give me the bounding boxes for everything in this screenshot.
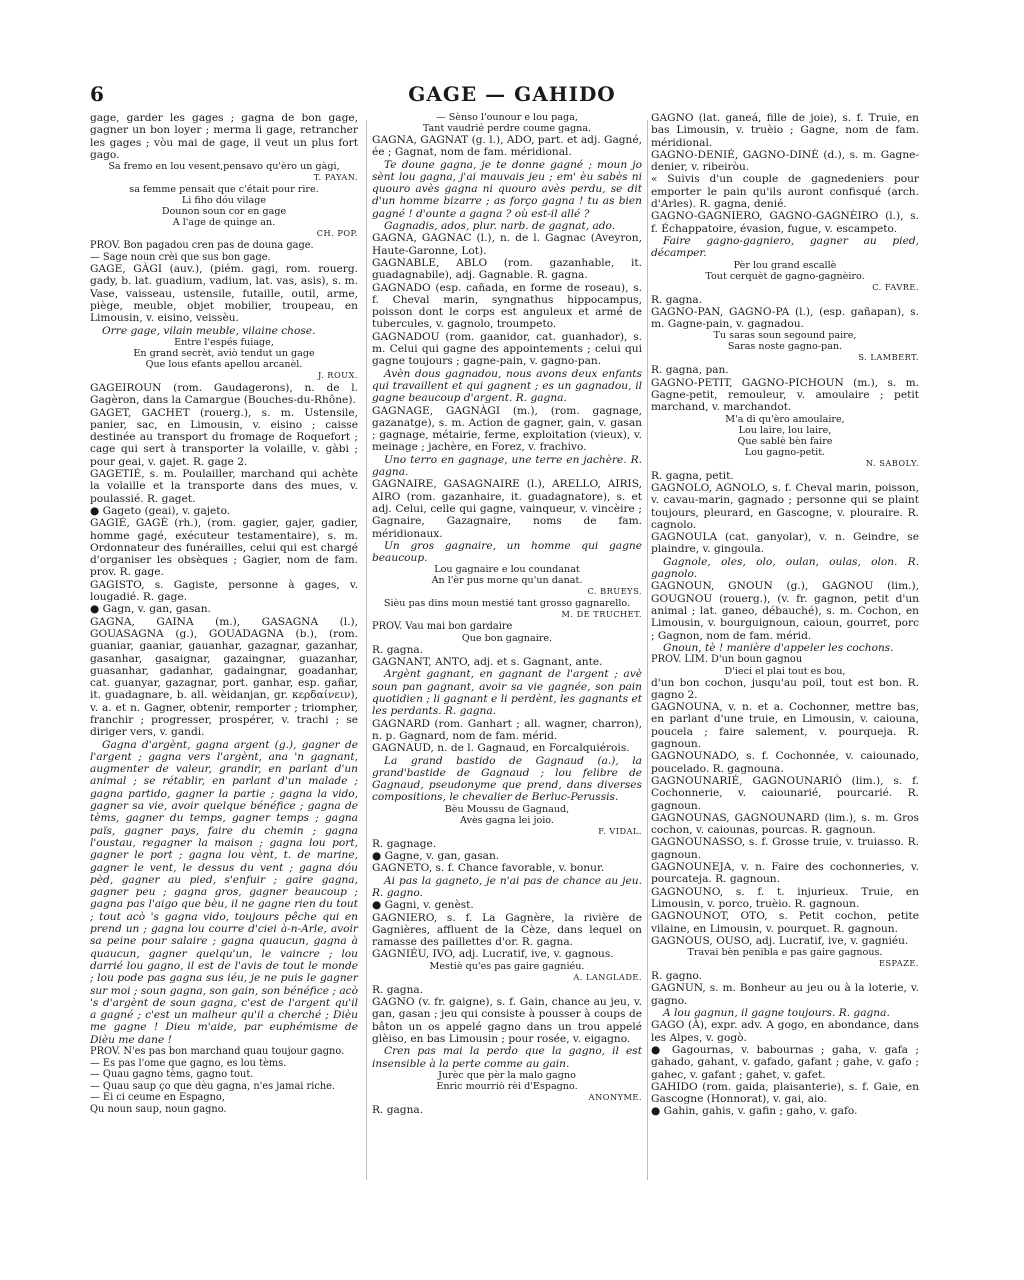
dictionary-entry: GAGNA, GAGNAT (g. l.), ADO, part. et adj. Gagné, ée ; Gagnat, nom de fam. méridional.	[372, 134, 642, 159]
dictionary-entry: GAGNO-PETIT, GAGNO-PICHOUN (m.), s. m. Gagne-petit, remouleur, v. amoulaire ; petit marchand, v. marchandot.	[651, 376, 919, 414]
proverb-line: — Quau gagno tèms, gagno tout.	[90, 1069, 254, 1080]
dictionary-entry: GAGNOUN, GNOUN (g.), GAGNOU (lim.), GOUGNOU (rouerg.), (v. fr. gagnon, petit d'un animal ; lat. ganeo, débauché), s. m. Cochon, en Limousin, v. bourguignoun, caioun, gourret, porc ; Gagnon, nom de fam. mérid.	[651, 580, 919, 642]
example-paragraph: Un gros gagnaire, un homme qui gagne beaucoup.	[372, 539, 642, 565]
dictionary-entry: GAGET, GACHET (rouerg.), s. m. Ustensile, panier, sac, en Limousin, v. eisino ; caisse destinée au transport du fromage de Roquefort ; cage qui sert à transporter la volaille, v. gàbi ; pour geai, v. gajet. R. gage 2.	[90, 406, 358, 468]
example-paragraph: Uno terro en gagnage, une terre en jachère. R. gagna.	[372, 453, 642, 479]
dictionary-entry: R. gagna.	[651, 293, 703, 306]
proverb-line: — Sage noun crèi que sus bon gage.	[90, 251, 271, 263]
dictionary-entry: ● Gagne, v. gan, gasan.	[372, 850, 500, 863]
column-middle	[372, 112, 642, 1116]
dictionary-entry: GAGNOUNADO, s. f. Cochonnée, v. caiounado, poucelado. R. gagnouna.	[651, 750, 919, 775]
example-paragraph: Te doune gagna, je te donne gagné ; moun jo sènt lou gagna, j'ai mauvais jeu ; em' èu sabès ni quouro avès gagna ni quouro avès perdu, se dit d'un homme bizarre ; as forço gagna ! tu as bien gagné ! d'ounte a gagna ? où est-il allé ?	[372, 158, 642, 220]
verse-line: Tant vaudrié perdre coume gagna.	[422, 123, 592, 134]
citation-author: T. PAYAN.	[313, 172, 358, 183]
dictionary-entry: GAGNA, GAINA (m.), GASAGNA (l.), GOUASAGNA (g.), GOUADAGNA (b.), (rom. guaniar, gaaniar, gauanhar, gazagnar, gazanhar, gasanhar, gasaignar, gazaingnar, guazanhar, guasanhar, gadanhar, gadaingnar, goadanhar, cat. guanyar, gazagnar, port. ganhar, esp. gañar, it. guadagnare, b. all. wèidanjan, gr. κερδαίνειν), v. a. et n. Gagner, obtenir, remporter ; triompher, franchir ; progresser, prospérer, v. trachi ; se diriger vers, v. gandi.	[90, 615, 358, 739]
dictionary-entry: ● Gagni, v. genèst.	[372, 899, 474, 912]
example-paragraph: Gagnadis, ados, plur. narb. de gagnat, ado.	[384, 220, 616, 233]
page-number: 6	[90, 82, 104, 106]
dictionary-entry: ● Gagournas, v. babournas ; gaha, v. gafa ; gahado, gahant, v. gafado, gafant ; gahe, v. gafo ; gahec, v. gafant ; gahet, v. gafet.	[651, 1043, 919, 1081]
example-paragraph: Gagnole, oles, olo, oulan, oulas, olon. R. gagnolo.	[651, 555, 919, 581]
dictionary-entry: ● Gageto (geai), v. gajeto.	[90, 504, 231, 517]
verse-line: Enric mourriò rèi d'Espagno.	[436, 1080, 578, 1092]
verse-line: Lou laire, lou laire,	[738, 424, 832, 436]
dictionary-entry: GAGNAUD, n. de l. Gagnaud, en Forcalquiérois.	[372, 742, 630, 755]
citation-author: J. ROUX.	[317, 369, 358, 380]
citation-author: N. SABOLY.	[865, 457, 919, 468]
dictionary-entry: R. gagna.	[372, 983, 424, 996]
verse-line: Jurèc que pèr la malo gagno	[438, 1069, 576, 1081]
example-paragraph: Gagna d'argènt, gagna argent (g.), gagner de l'argent ; gagna vers l'argènt, ana 'n gagnant, augmenter de valeur, grandir, en parlant d'un animal ; se rétablir, en parlant d'un malade ; gagna partido, gagner la partie ; gagna la vido, gagner sa vie, avoir quelque bénéfice ; gagna de tèms, gagner du temps, gagner temps ; gagna païs, gagner pays, faire du chemin ; gagna l'oustau, regagner la maison ; gagna lou port, gagner le port ; gagna lou vènt, t. de marine, gagner le vent, le dessus du vent ; gagna dóu pèd, gagner au pied, s'enfuir ; gaire gagna, gagner peu ; gagna gros, gagner beaucoup ; gagna pas l'aigo que bèu, il ne gagne rien du tout ; tout acò 's gagna vido, toujours pêche qui en prend un ; gagna lou courre d'ciei à-n-Arle, avoir sa peine pour salaire ; gagna quaucun, gagna à quaucun, gagner quelqu'un, le vaincre ; lou darrié lou gagno, il est de l'avis de tout le monde ; lou pode pas gagna sus iéu, je ne puis le gagner sur moi ; soun gagna, son gain, son bénéfice ; acò 's d'argènt de soun gagna, c'est de l'argent qu'il a gagné ; c'est un malheur qu'il a cherché ; Dièu me gagne ! Dieu m'aide, par euphémisme de Dièu me dane !	[90, 738, 358, 1046]
citation-author: ANONYME.	[588, 1091, 642, 1102]
dictionary-entry: GAGNOUNEJA, v. n. Faire des cochonneries, v. pourcateja. R. gagnoun.	[651, 861, 919, 886]
dictionary-entry: GAGNADO (esp. cañada, en forme de roseau), s. f. Cheval marin, syngnathus hippocampus, poisson dont le corps est anguleux et armé de tubercules, v. gagnolo, troumpeto.	[372, 281, 642, 331]
verse-line: M'a di qu'èro amoulaire,	[725, 413, 845, 425]
verse-line: D'ieci el plai tout es bou,	[724, 665, 846, 677]
dictionary-entry: GAGISTO, s. Gagiste, personne à gages, v. lougadié. R. gage.	[90, 578, 358, 604]
verse-line: Tu saras soun segound paire,	[713, 330, 857, 342]
citation-author: S. LAMBERT.	[858, 352, 919, 363]
proverb-line: — Quau saup ço que dèu gagna, n'es jamai riche.	[90, 1080, 336, 1092]
dictionary-entry: R. gagnage.	[372, 837, 437, 850]
dictionary-entry: GAGNABLE, ABLO (rom. gazanhable, it. guadagnabile), adj. Gagnable. R. gagna.	[372, 256, 642, 282]
dictionary-entry: R. gagna, petit.	[651, 469, 734, 482]
dictionary-entry: GAGNADOU (rom. gaanidor, cat. guanhador), s. m. Celui qui gagne des appointements ; celui qui gagne toujours ; gagne-pain, v. gagno-pan.	[372, 330, 642, 368]
dictionary-entry: GAGNETO, s. f. Chance favorable, v. bonur.	[372, 862, 605, 875]
proverb-line: PROV. N'es pas bon marchand quau toujour gagno.	[90, 1046, 345, 1057]
example-paragraph: La grand bastido de Gagnaud (a.), la grand'bastide de Gagnaud ; lou felibre de Gagnaud, pseudonyme que prend, dans diverses compositions, le chevalier de Berluc-Perussis.	[372, 754, 642, 804]
verse-line: Bèu Moussu de Gagnaud,	[444, 803, 570, 815]
dictionary-entry: GAGNOUNAS, GAGNOUNARD (lim.), s. m. Gros cochon, v. caiounas, pourcas. R. gagnoun.	[651, 811, 919, 837]
verse-line: Que bon gagnaire.	[461, 632, 553, 644]
example-paragraph: Cren pas mai la perdo que la gagno, il est insensible à la perte comme au gain.	[372, 1045, 642, 1070]
column-rule	[366, 120, 367, 1180]
verse-line: Que sablè bèn faire	[737, 435, 833, 447]
dictionary-entry: GAGNOUNASSO, s. f. Grosse truie, v. truiasso. R. gagnoun.	[651, 836, 919, 861]
dictionary-entry: GAGNO (v. fr. gaigne), s. f. Gain, chance au jeu, v. gan, gasan ; jeu qui consiste à pousser à coups de bâton un os appelé gagno dans un trou appelé glèiso, en bas Limousin ; pour rosée, v. eigagno.	[372, 996, 642, 1045]
dictionary-entry: « Suivis d'un couple de gagnedeniers pour emporter le pain qu'ils auront confisqué (arch. d'Arles). R. gagna, denié.	[651, 173, 919, 211]
example-paragraph: A lou gagnun, il gagne toujours. R. gagna.	[663, 1007, 890, 1020]
proverb-line: PROV. Bon pagadou cren pas de douna gage.	[90, 240, 314, 252]
dictionary-entry: GAGNO (lat. ganeá, fille de joie), s. f. Truie, en bas Limousin, v. truèio ; Gagne, nom de fam. méridional.	[651, 112, 919, 149]
citation-author: ESPAZE.	[878, 958, 919, 969]
example-paragraph: Argènt gagnant, en gagnant de l'argent ; avè soun pan gagnant, avoir sa vie gagnée, son pain quotidien ; li gagnant e li perdènt, les gagnants et les perdants. R. gagna.	[372, 668, 642, 718]
dictionary-entry: GAGNO-GAGNIERO, GAGNO-GAGNÈIRO (l.), s. f. Échappatoire, évasion, fugue, v. escampeto.	[651, 210, 919, 235]
dictionary-entry: GAGE, GÀGI (auv.), (piém. gagi, rom. rouerg. gady, b. lat. guadium, vadium, lat. vas, asis), s. m. Vase, vaisseau, ustensile, futaille, outil, arme, piège, meuble, objet mobilier, troupeau, en Limousin, v. eisino, veissèu.	[90, 263, 358, 325]
dictionary-entry: GAGNO-DENIÉ, GAGNO-DINÈ (d.), s. m. Gagne-denier, v. ribeiròu.	[651, 148, 919, 174]
citation-author: A. LANGLADE.	[573, 971, 642, 982]
running-head: GAGE — GAHIDO	[408, 82, 616, 106]
dictionary-entry: R. gagno.	[651, 970, 702, 983]
verse-line: Li fiho dóu vilage	[181, 195, 267, 207]
dictionary-entry: GAGNAGE, GAGNÀGI (m.), (rom. gagnage, gazanatge), s. m. Action de gagner, gain, v. gasan ; gagnage, métairie, ferme, exploitation (vieux), v. meinage ; jachère, en Forez, v. frachivo.	[372, 404, 642, 454]
verse-line: Sièu pas dins moun mestié tant grosso gagnarello.	[383, 598, 631, 610]
dictionary-entry: gage, garder les gages ; gagna de bon gage, gagner un bon loyer ; merma li gage, retrancher les gages ; vòu mai de gage, il veut un plus fort gago.	[90, 112, 358, 161]
dictionary-entry: R. gagna.	[372, 643, 424, 656]
dictionary-entry: GAGIÉ, GAGÈ (rh.), (rom. gagier, gajer, gadier, homme gagé, exécuteur testamentaire), s. m. Ordonnateur des funérailles, celui qui est chargé d'organiser les obsèques ; Gagier, nom de fam. prov. R. gage.	[90, 517, 358, 579]
verse-line: Lou gagno-petit.	[744, 446, 826, 458]
verse-line: Pèr lou grand escallè	[733, 259, 837, 271]
dictionary-entry: ● Gagn, v. gan, gasan.	[90, 603, 211, 616]
citation-author: M. DE TRUCHET.	[561, 609, 642, 620]
dictionary-entry: GAGNO-PAN, GAGNO-PA (l.), (esp. gañapan), s. m. Gagne-pain, v. gagnadou.	[651, 305, 919, 331]
verse-line: Saras noste gagno-pan.	[727, 341, 843, 353]
dictionary-entry: GAGNARD (rom. Ganhart ; all. wagner, charron), n. p. Gagnard, nom de fam. mérid.	[372, 717, 642, 742]
dictionary-entry: R. gagna, pan.	[651, 364, 729, 377]
verse-line: Mestiè qu'es pas gaire gagniéu.	[429, 960, 585, 972]
example-paragraph: Avèn dous gagnadou, nous avons deux enfants qui travaillent et qui gagnent ; es un gagnadou, il gagne beaucoup d'argent. R. gagna.	[372, 367, 642, 405]
dictionary-entry: GAGNOLO, AGNOLO, s. f. Cheval marin, poisson, v. cavau-marin, gagnado ; personne qui se plaint toujours, pleurard, en Gascogne, v. plouraire. R. cagnolo.	[651, 481, 919, 531]
verse-line: An l'èr pus morne qu'un danat.	[431, 575, 583, 587]
citation-author: F. VIDAL.	[598, 825, 642, 836]
dictionary-entry: GAGNIÉU, IVO, adj. Lucratif, ive, v. gagnous.	[372, 948, 614, 961]
verse-line: En grand secrèt, aviò tendut un gage	[133, 347, 315, 359]
verse-line: Dounon soun cor en gage	[161, 206, 287, 218]
dictionary-entry: GAGETIÉ, s. m. Poulailler, marchand qui achète la volaille et la transporte dans des mues, v. poulassié. R. gaget.	[90, 468, 358, 505]
proverb-line: PROV. LIM. D'un boun gagnou	[651, 654, 803, 666]
dictionary-entry: GAGNA, GAGNAC (l.), n. de l. Gagnac (Aveyron, Haute-Garonne, Lot).	[372, 232, 642, 257]
dictionary-entry: ● Gahin, gahis, v. gafin ; gaho, v. gafo.	[651, 1105, 858, 1118]
dictionary-entry: GAGNOULA (cat. ganyolar), v. n. Geindre, se plaindre, v. gingoula.	[651, 531, 919, 556]
dictionary-entry: GAGNOUNARIÉ, GAGNOUNARIÒ (lim.), s. f. Cochonnerie, v. caiounarié, pourcarié. R. gagnoun.	[651, 774, 919, 812]
verse-line: Sa fremo en lou vesent,pensavo qu'èro un gàgi,	[108, 161, 340, 173]
verse-line: A l'age de quinge an.	[172, 217, 276, 229]
verse-line: Avès gagna lei joio.	[460, 814, 554, 826]
verse-line: sa femme pensait que c'était pour rire.	[129, 184, 319, 196]
verse-line: Tout cerquèt de gagno-gagnèiro.	[705, 270, 865, 282]
column-rule	[647, 120, 648, 1180]
example-paragraph: Gnoun, tè ! manière d'appeler les cochons.	[663, 641, 894, 654]
citation-author: C. BRUEYS.	[587, 586, 642, 597]
dictionary-entry: GAGNUN, s. m. Bonheur au jeu ou à la loterie, v. gagno.	[651, 982, 919, 1007]
proverb-line: — Ei ci ceume en Espagno,	[90, 1092, 225, 1103]
verse-line: Entre l'espés fuiage,	[174, 336, 274, 348]
proverb-line: — Es pas l'ome que gagno, es lou tèms.	[90, 1057, 287, 1069]
dictionary-entry: GAGNOUNO, s. f. t. injurieux. Truie, en Limousin, v. porco, truèio. R. gagnoun.	[651, 885, 919, 910]
dictionary-entry: R. gagna.	[372, 1103, 424, 1116]
dictionary-entry: GAGNANT, ANTO, adj. et s. Gagnant, ante.	[372, 656, 603, 669]
verse-line: — Sènso l'ounour e lou paga,	[436, 112, 578, 123]
proverb-line: Qu noun saup, noun gagno.	[90, 1103, 227, 1115]
column-left	[90, 112, 358, 1115]
verse-line: Que lous efants apellou arcanèl.	[145, 358, 303, 370]
citation-author: CH. POP.	[316, 228, 358, 239]
dictionary-entry: GAGNOUNOT, OTO, s. Petit cochon, petite vilaine, en Limousin, v. pourquet. R. gagnoun.	[651, 910, 919, 935]
dictionary-entry: GAHIDO (rom. gaida, plaisanterie), s. f. Gaie, en Gascogne (Honnorat), v. gai, aio.	[651, 1080, 919, 1106]
example-paragraph: Orre gage, vilain meuble, vilaine chose.	[102, 324, 316, 337]
column-right	[651, 112, 919, 1118]
dictionary-entry: GAGNOUNA, v. n. et a. Cochonner, mettre bas, en parlant d'une truie, en Limousin, v. caiouna, poucela ; faire salement, v. pourqueja. R. gagnoun.	[651, 701, 919, 751]
citation-author: C. FAVRE.	[872, 281, 919, 292]
dictionary-entry: GAGEIROUN (rom. Gaudagerons), n. de l. Gagèron, dans la Camargue (Bouches-du-Rhône).	[90, 381, 358, 407]
example-paragraph: Ai pas la gagneto, je n'ai pas de chance au jeu. R. gagno.	[372, 874, 642, 899]
dictionary-entry: GAGO (À), expr. adv. A gogo, en abondance, dans les Alpes, v. gogò.	[651, 1019, 919, 1044]
dictionary-entry: d'un bon cochon, jusqu'au poil, tout est bon. R. gagno 2.	[651, 676, 919, 701]
verse-line: Travai bèn penibla e pas gaire gagnous.	[687, 947, 883, 959]
dictionary-entry: GAGNIERO, s. f. La Gagnère, la rivière de Gagnières, affluent de la Cèze, dans lequel on ramasse des paillettes d'or. R. gagna.	[372, 911, 642, 949]
example-paragraph: Faire gagno-gagniero, gagner au pied, décamper.	[651, 234, 919, 260]
verse-line: Lou gagnaire e lou coundanat	[434, 564, 580, 576]
proverb-line: PROV. Vau mai bon gardaire	[372, 621, 513, 633]
dictionary-entry: GAGNAIRE, GASAGNAIRE (l.), ARELLO, AIRIS, AIRO (rom. gazanhaire, it. guadagnatore), s. et adj. Celui, celle qui gagne, vainqueur, v. vincèire ; Gagnaire, Gazagnaire, noms de fam. méridionaux.	[372, 478, 642, 540]
dictionary-entry: GAGNOUS, OUSO, adj. Lucratif, ive, v. gagniéu.	[651, 934, 909, 947]
